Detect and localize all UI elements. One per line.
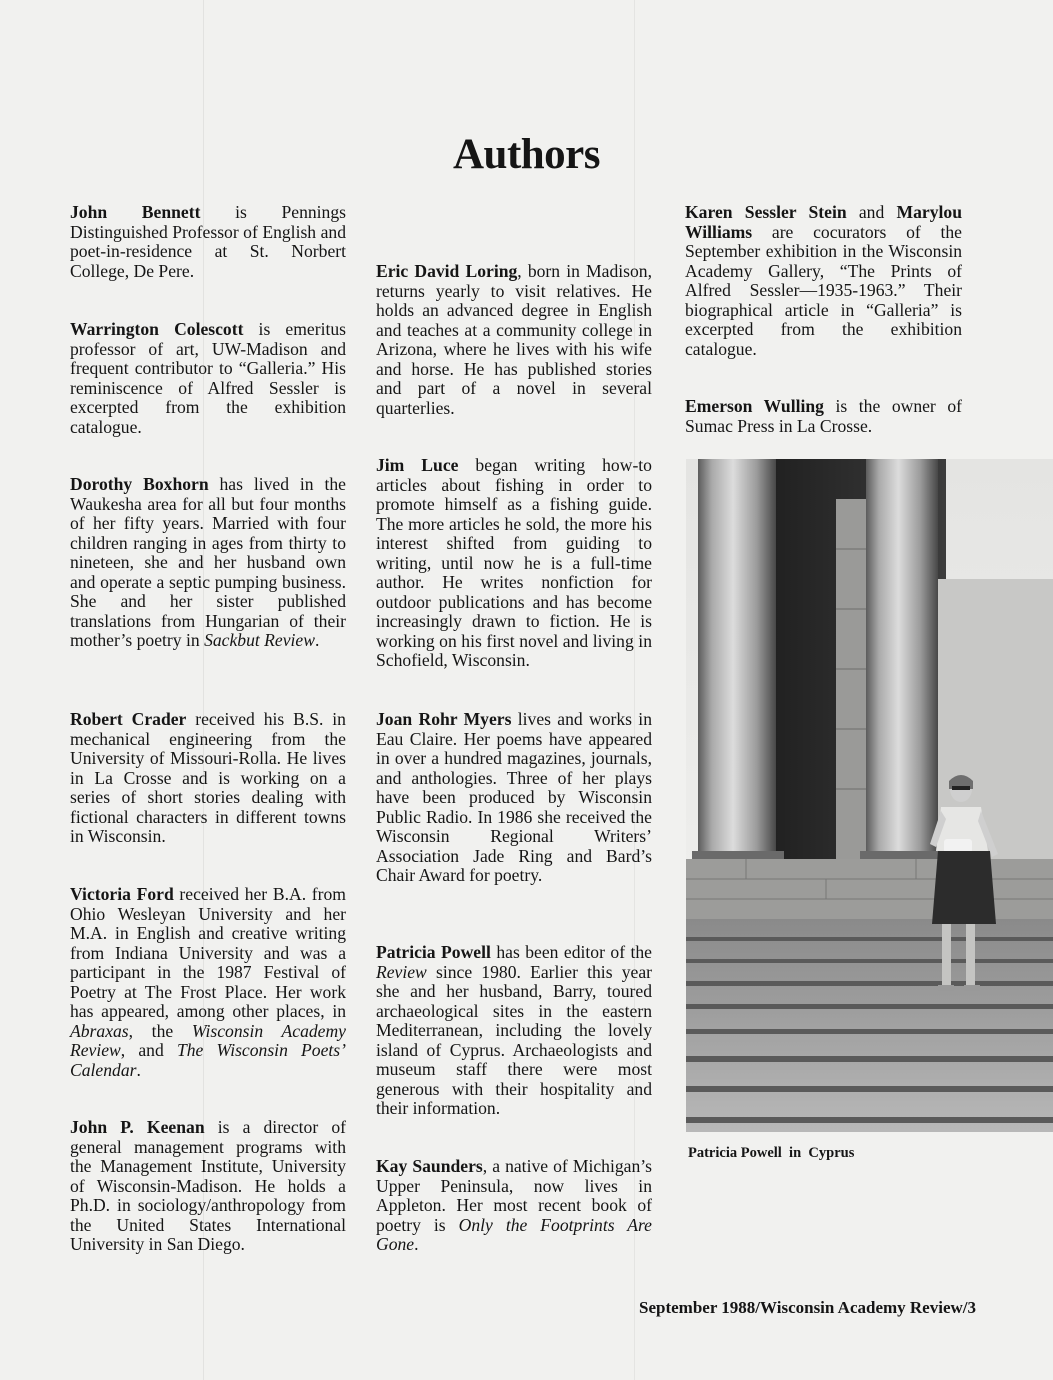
- bio-text: is Pennings Distinguished Professor of English and poet-in-residence at St. Norbert College, De Pere.: [70, 202, 346, 281]
- bio-text: is emeritus professor of art, UW-Madison and frequent contributor to “Galleria.” His reminiscence of Alfred Sessler is excerpted from the exhibition catalogue.: [70, 319, 346, 437]
- author-name: Patricia Powell: [376, 942, 491, 962]
- bio-jim-luce: [376, 456, 652, 671]
- bio-eric-david-loring: [376, 262, 652, 418]
- bio-text: began writing how-to articles about fishing in order to promote himself as a fishing guide. The more articles he sold, the more his interest shifted from guiding to writing, until now he is a full-time author. He writes nonfiction for outdoor publications and has become increasingly drawn to fiction. He is working on his first novel and living in Schofield, Wisconsin.: [376, 455, 652, 670]
- author-name: Marylou Williams: [685, 202, 962, 242]
- bio-text: received her B.A. from Ohio Wesleyan University and her M.A. in English and creative writing from Indiana University and was a participant in the 1987 Festival of Poetry at The Frost Place. Her work has appeared, among other places, in: [70, 884, 346, 1021]
- author-name: Karen Sessler Stein: [685, 202, 847, 222]
- bio-kay-saunders: Kay Saunders, a native of Michigan’s Upper Peninsula, now lives in Appleton. Her most recent book of poetry is Only the Footprints Are Gone.: [376, 1156, 653, 1254]
- publication-title: The Wisconsin Poets’ Calendar: [70, 1040, 346, 1080]
- bio-text: lives and works in Eau Claire. Her poems have appeared in over a hundred magazines, journals, and anthologies. Three of her plays have been produced by Wisconsin Public Radio. In 1986 she received the Wisconsin Regional Writers’ Association Jade Ring and Bard’s Chair Award for poetry.: [376, 709, 652, 885]
- author-name: Eric David Loring: [376, 261, 518, 281]
- bio-john-p-keenan: [70, 1118, 346, 1255]
- publication-title: Review: [376, 961, 427, 982]
- bio-patricia-powell: Patricia Powell has been editor of the Review since 1980. Earlier this year she and her husband, Barry, toured archaeological sites in the eastern Mediterranean, including the lovely island of Cyprus. Archaeologists and museum staff there were most generous with their hospitality and their information.: [376, 942, 652, 1118]
- bio-text: has been editor of the: [490, 942, 652, 962]
- author-name: John P. Keenan: [70, 1117, 205, 1137]
- author-name: Joan Rohr Myers: [376, 709, 512, 729]
- bio-text: are cocurators of the September exhibition in the Wisconsin Academy Gallery, “The Prints of Alfred Sessler—1935-1963.” Their biographical article in “Galleria” is excerpted from the exhibition catalogue.: [685, 221, 962, 359]
- page-footer: September 1988/Wisconsin Academy Review/3: [639, 1298, 976, 1317]
- author-name: Jim Luce: [376, 455, 459, 475]
- photo-caption: Patricia Powell in Cyprus: [688, 1145, 855, 1161]
- bio-text: is the owner of Sumac Press in La Crosse.: [685, 396, 962, 436]
- author-name: John Bennett: [70, 202, 201, 222]
- bio-text: has lived in the Waukesha area for all but four months of her fifty years. Married with four children ranging in ages from thirty to nineteen, she and her husband own and operate a septic pumping business. She and her sister published translations from Hungarian of their mother’s poetry in: [70, 474, 346, 650]
- author-name: Robert Crader: [70, 709, 187, 729]
- bio-text: , born in Madison, returns yearly to visit relatives. He holds an advanced degree in English and teaches at a community college in Arizona, where he lives with his wife and horse. He has published stories and part of a novel in several quarterlies.: [376, 261, 652, 418]
- bio-victoria-ford: Victoria Ford received her B.A. from Ohio Wesleyan University and her M.A. in English and creative writing from Indiana University and was a participant in the 1987 Festival of Poetry at The Frost Place. Her work has appeared, among other places, in Abraxas, the Wisconsin Academy Review, and The Wisconsin Poets’ Calendar.: [70, 884, 346, 1080]
- bio-dorothy-boxhorn: Dorothy Boxhorn has lived in the Waukesha area for all but four months of her fifty years. Married with four children ranging in ages from thirty to nineteen, she and her husband own and operate a septic pumping business. She and her sister published translations from Hungarian of their mother’s poetry in Sackbut Review.: [70, 474, 346, 650]
- author-name: Kay Saunders: [376, 1156, 483, 1176]
- bio-joan-rohr-myers: [376, 710, 652, 886]
- publication-title: Wisconsin Academy Review: [70, 1020, 346, 1060]
- author-name: Emerson Wulling: [685, 396, 824, 416]
- bio-john-bennett: [70, 203, 346, 281]
- photo-patricia-powell-cyprus: [686, 459, 1053, 1132]
- publication-title: Sackbut Review: [204, 630, 315, 650]
- bio-emerson-wulling: [685, 397, 962, 436]
- bio-text: is a director of general management programs with the Management Institute, University of Wisconsin-Madison. He holds a Ph.D. in sociology/anthropology from the United States International University in San Diego.: [70, 1117, 346, 1254]
- publication-title: Only the Footprints Are Gone: [376, 1214, 652, 1254]
- author-name: Dorothy Boxhorn: [70, 474, 209, 494]
- page-title: Authors: [452, 131, 601, 178]
- bio-text: , a native of Michigan’s Upper Peninsula, now lives in Appleton. Her most recent book of poetry is: [376, 1156, 653, 1235]
- author-name: Warrington Colescott: [70, 319, 244, 339]
- bio-robert-crader: [70, 710, 346, 847]
- publication-title: Abraxas: [70, 1020, 129, 1041]
- author-name: Victoria Ford: [70, 884, 174, 904]
- bio-text: received his B.S. in mechanical engineering from the University of Missouri-Rolla. He lives in La Crosse and is working on a series of short stories dealing with fictional characters in different towns in Wisconsin.: [70, 709, 346, 846]
- bio-warrington-colescott: [70, 320, 346, 437]
- bio-stein-williams: Karen Sessler Stein and Marylou Williams are cocurators of the September exhibition in the Wisconsin Academy Gallery, “The Prints of Alfred Sessler—1935-1963.” Their biographical article in “Galleria” is excerpted from the exhibition catalogue.: [685, 202, 962, 359]
